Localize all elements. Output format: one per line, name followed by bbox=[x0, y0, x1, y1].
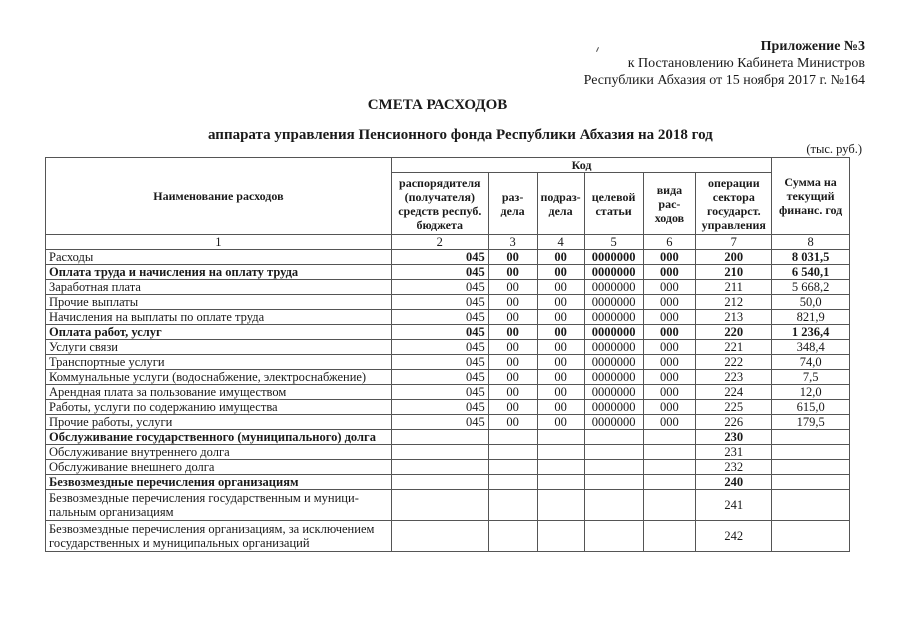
header-code: Код bbox=[391, 158, 771, 173]
decree-reference-line-1: к Постановлению Кабинета Министров bbox=[627, 56, 865, 71]
target-item-code: 0000000 bbox=[584, 385, 643, 400]
operation-code: 232 bbox=[696, 460, 772, 475]
amount: 348,4 bbox=[772, 340, 850, 355]
section-code: 00 bbox=[488, 310, 537, 325]
table-row bbox=[46, 430, 850, 445]
amount bbox=[772, 490, 850, 521]
administrator-code bbox=[391, 490, 488, 521]
amount bbox=[772, 445, 850, 460]
amount: 74,0 bbox=[772, 355, 850, 370]
subsection-code: 00 bbox=[537, 250, 584, 265]
scan-mark bbox=[596, 47, 599, 52]
section-code: 00 bbox=[488, 355, 537, 370]
header-administrator: распорядителя (получателя) средств респуб. бюджета bbox=[391, 173, 488, 235]
administrator-code: 045 bbox=[391, 400, 488, 415]
table-row bbox=[46, 385, 850, 400]
expense-name: Расходы bbox=[46, 250, 392, 265]
operation-code: 220 bbox=[696, 325, 772, 340]
document-title bbox=[0, 97, 905, 114]
amount: 1 236,4 bbox=[772, 325, 850, 340]
administrator-code: 045 bbox=[391, 310, 488, 325]
expense-type-code: 000 bbox=[643, 280, 696, 295]
table-row bbox=[46, 265, 850, 280]
target-item-code bbox=[584, 460, 643, 475]
expense-type-code: 000 bbox=[643, 355, 696, 370]
target-item-code bbox=[584, 490, 643, 521]
administrator-code bbox=[391, 430, 488, 445]
expense-name: Работы, услуги по содержанию имущества bbox=[46, 400, 392, 415]
operation-code: 231 bbox=[696, 445, 772, 460]
subsection-code bbox=[537, 521, 584, 552]
subsection-code bbox=[537, 445, 584, 460]
header-subsection: подраз-дела bbox=[537, 173, 584, 235]
table-row bbox=[46, 325, 850, 340]
expense-name: Оплата труда и начисления на оплату труда bbox=[46, 265, 392, 280]
table-row bbox=[46, 415, 850, 430]
amount: 5 668,2 bbox=[772, 280, 850, 295]
expense-name: Арендная плата за пользование имуществом bbox=[46, 385, 392, 400]
column-number: 8 bbox=[772, 235, 850, 250]
subsection-code: 00 bbox=[537, 355, 584, 370]
column-number: 6 bbox=[643, 235, 696, 250]
operation-code: 222 bbox=[696, 355, 772, 370]
column-number: 4 bbox=[537, 235, 584, 250]
column-number-row bbox=[46, 235, 850, 250]
amount: 179,5 bbox=[772, 415, 850, 430]
administrator-code: 045 bbox=[391, 385, 488, 400]
expense-type-code: 000 bbox=[643, 310, 696, 325]
operation-code: 213 bbox=[696, 310, 772, 325]
units-label: (тыс. руб.) bbox=[806, 142, 862, 156]
target-item-code: 0000000 bbox=[584, 400, 643, 415]
subsection-code bbox=[537, 430, 584, 445]
header-section: раз-дела bbox=[488, 173, 537, 235]
target-item-code: 0000000 bbox=[584, 370, 643, 385]
operation-code: 230 bbox=[696, 430, 772, 445]
table-row bbox=[46, 370, 850, 385]
target-item-code: 0000000 bbox=[584, 355, 643, 370]
expense-type-code: 000 bbox=[643, 265, 696, 280]
section-code: 00 bbox=[488, 370, 537, 385]
amount: 8 031,5 bbox=[772, 250, 850, 265]
administrator-code bbox=[391, 521, 488, 552]
expense-name: Обслуживание государственного (муниципального) долга bbox=[46, 430, 392, 445]
expense-type-code: 000 bbox=[643, 415, 696, 430]
expense-type-code bbox=[643, 521, 696, 552]
section-code bbox=[488, 490, 537, 521]
expense-type-code: 000 bbox=[643, 400, 696, 415]
subsection-code: 00 bbox=[537, 325, 584, 340]
table-row bbox=[46, 445, 850, 460]
appendix-label: Приложение №3 bbox=[760, 39, 865, 54]
expense-type-code bbox=[643, 460, 696, 475]
administrator-code: 045 bbox=[391, 415, 488, 430]
expense-name: Услуги связи bbox=[46, 340, 392, 355]
amount bbox=[772, 460, 850, 475]
administrator-code bbox=[391, 460, 488, 475]
table-row bbox=[46, 355, 850, 370]
operation-code: 240 bbox=[696, 475, 772, 490]
expense-name: Коммунальные услуги (водоснабжение, электроснабжение) bbox=[46, 370, 392, 385]
header-expense-type: вида рас-ходов bbox=[643, 173, 696, 235]
subsection-code: 00 bbox=[537, 370, 584, 385]
operation-code: 210 bbox=[696, 265, 772, 280]
table-row bbox=[46, 250, 850, 265]
table-row bbox=[46, 400, 850, 415]
header-sum: Сумма на текущий финанс. год bbox=[772, 158, 850, 235]
section-code: 00 bbox=[488, 250, 537, 265]
table-row bbox=[46, 340, 850, 355]
expense-type-code: 000 bbox=[643, 295, 696, 310]
table-row bbox=[46, 295, 850, 310]
target-item-code: 0000000 bbox=[584, 265, 643, 280]
column-number: 1 bbox=[46, 235, 392, 250]
section-code: 00 bbox=[488, 400, 537, 415]
expense-type-code: 000 bbox=[643, 385, 696, 400]
expense-type-code: 000 bbox=[643, 325, 696, 340]
expense-name: Начисления на выплаты по оплате труда bbox=[46, 310, 392, 325]
amount: 821,9 bbox=[772, 310, 850, 325]
expense-type-code: 000 bbox=[643, 370, 696, 385]
operation-code: 221 bbox=[696, 340, 772, 355]
target-item-code: 0000000 bbox=[584, 415, 643, 430]
administrator-code: 045 bbox=[391, 355, 488, 370]
section-code: 00 bbox=[488, 325, 537, 340]
section-code: 00 bbox=[488, 280, 537, 295]
administrator-code: 045 bbox=[391, 280, 488, 295]
amount bbox=[772, 430, 850, 445]
expense-name: Заработная плата bbox=[46, 280, 392, 295]
section-code bbox=[488, 445, 537, 460]
subsection-code: 00 bbox=[537, 280, 584, 295]
expense-type-code bbox=[643, 430, 696, 445]
administrator-code: 045 bbox=[391, 250, 488, 265]
expense-name: Безвозмездные перечисления организациям, за исключением государственных и муниципальных организаций bbox=[46, 521, 392, 552]
document-title-text: СМЕТА РАСХОДОВ bbox=[367, 97, 508, 113]
table-row bbox=[46, 490, 850, 521]
column-number: 5 bbox=[584, 235, 643, 250]
expense-name: Обслуживание внешнего долга bbox=[46, 460, 392, 475]
subsection-code: 00 bbox=[537, 415, 584, 430]
column-number: 7 bbox=[696, 235, 772, 250]
target-item-code bbox=[584, 475, 643, 490]
expense-name: Безвозмездные перечисления организациям bbox=[46, 475, 392, 490]
operation-code: 225 bbox=[696, 400, 772, 415]
amount: 6 540,1 bbox=[772, 265, 850, 280]
administrator-code bbox=[391, 445, 488, 460]
header-gov-sector-operation: операции сектора государст. управления bbox=[696, 173, 772, 235]
subsection-code bbox=[537, 490, 584, 521]
section-code bbox=[488, 521, 537, 552]
amount bbox=[772, 521, 850, 552]
subsection-code: 00 bbox=[537, 340, 584, 355]
expense-name: Оплата работ, услуг bbox=[46, 325, 392, 340]
operation-code: 212 bbox=[696, 295, 772, 310]
expense-type-code bbox=[643, 475, 696, 490]
target-item-code: 0000000 bbox=[584, 280, 643, 295]
target-item-code: 0000000 bbox=[584, 295, 643, 310]
amount: 50,0 bbox=[772, 295, 850, 310]
table-row bbox=[46, 280, 850, 295]
decree-reference-line-2: Республики Абхазия от 15 ноября 2017 г. №164 bbox=[583, 73, 865, 88]
target-item-code: 0000000 bbox=[584, 340, 643, 355]
operation-code: 241 bbox=[696, 490, 772, 521]
operation-code: 200 bbox=[696, 250, 772, 265]
expense-type-code: 000 bbox=[643, 340, 696, 355]
section-code: 00 bbox=[488, 340, 537, 355]
operation-code: 211 bbox=[696, 280, 772, 295]
expense-type-code: 000 bbox=[643, 250, 696, 265]
column-number: 2 bbox=[391, 235, 488, 250]
subsection-code bbox=[537, 460, 584, 475]
document-subtitle: аппарата управления Пенсионного фонда Республики Абхазия на 2018 год bbox=[208, 127, 713, 143]
target-item-code bbox=[584, 445, 643, 460]
operation-code: 242 bbox=[696, 521, 772, 552]
table-row bbox=[46, 521, 850, 552]
section-code: 00 bbox=[488, 415, 537, 430]
administrator-code: 045 bbox=[391, 295, 488, 310]
subsection-code: 00 bbox=[537, 265, 584, 280]
amount: 615,0 bbox=[772, 400, 850, 415]
section-code bbox=[488, 460, 537, 475]
table-row bbox=[46, 310, 850, 325]
administrator-code: 045 bbox=[391, 340, 488, 355]
section-code bbox=[488, 475, 537, 490]
target-item-code bbox=[584, 521, 643, 552]
section-code bbox=[488, 430, 537, 445]
section-code: 00 bbox=[488, 265, 537, 280]
expense-name: Прочие работы, услуги bbox=[46, 415, 392, 430]
administrator-code bbox=[391, 475, 488, 490]
subsection-code: 00 bbox=[537, 295, 584, 310]
operation-code: 224 bbox=[696, 385, 772, 400]
expense-type-code bbox=[643, 490, 696, 521]
amount: 12,0 bbox=[772, 385, 850, 400]
target-item-code bbox=[584, 430, 643, 445]
header-expense-name: Наименование расходов bbox=[46, 158, 392, 235]
subsection-code: 00 bbox=[537, 385, 584, 400]
amount bbox=[772, 475, 850, 490]
budget-table bbox=[45, 157, 850, 552]
subsection-code bbox=[537, 475, 584, 490]
administrator-code: 045 bbox=[391, 370, 488, 385]
subsection-code: 00 bbox=[537, 310, 584, 325]
expense-type-code bbox=[643, 445, 696, 460]
section-code: 00 bbox=[488, 385, 537, 400]
subsection-code: 00 bbox=[537, 400, 584, 415]
table-row bbox=[46, 475, 850, 490]
expense-name: Транспортные услуги bbox=[46, 355, 392, 370]
target-item-code: 0000000 bbox=[584, 310, 643, 325]
expense-name: Прочие выплаты bbox=[46, 295, 392, 310]
target-item-code: 0000000 bbox=[584, 325, 643, 340]
expense-name: Безвозмездные перечисления государственным и муници-пальным организациям bbox=[46, 490, 392, 521]
administrator-code: 045 bbox=[391, 325, 488, 340]
table-row bbox=[46, 460, 850, 475]
target-item-code: 0000000 bbox=[584, 250, 643, 265]
column-number: 3 bbox=[488, 235, 537, 250]
section-code: 00 bbox=[488, 295, 537, 310]
operation-code: 223 bbox=[696, 370, 772, 385]
expense-name: Обслуживание внутреннего долга bbox=[46, 445, 392, 460]
operation-code: 226 bbox=[696, 415, 772, 430]
amount: 7,5 bbox=[772, 370, 850, 385]
administrator-code: 045 bbox=[391, 265, 488, 280]
header-target-item: целевой статьи bbox=[584, 173, 643, 235]
